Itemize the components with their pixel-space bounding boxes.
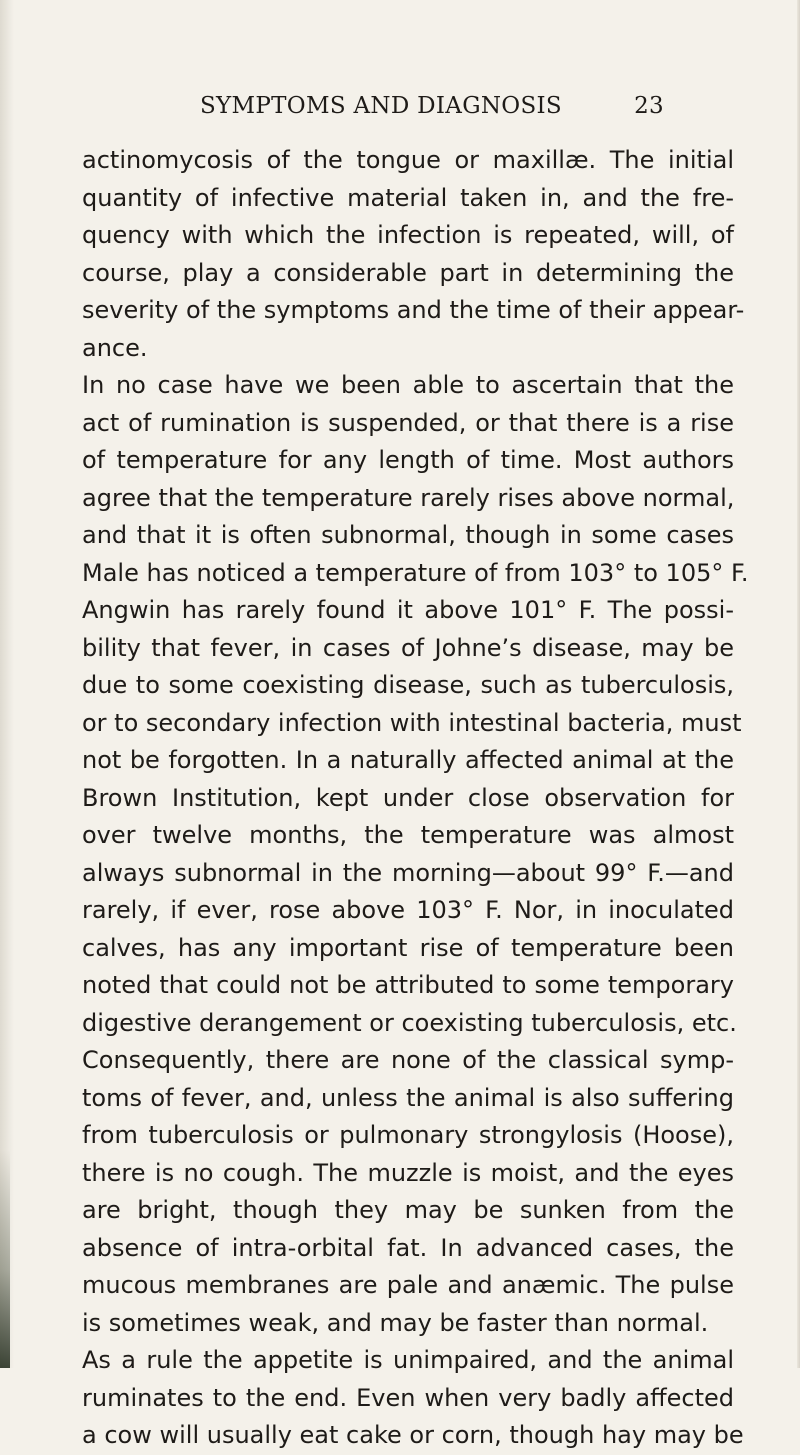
text-line: quantity of infective material taken in, and the fre- [82,183,734,212]
page-corner-shadow [0,1150,10,1368]
text-line: act of rumination is suspended, or that there is a rise [82,408,734,437]
text-line: As a rule the appetite is unimpaired, and the animal [82,1346,734,1374]
text-line: there is no cough. The muzzle is moist, and the eyes [82,1158,734,1187]
text-line: ance. [82,333,148,362]
text-line: digestive derangement or coexisting tuberculosis, etc. [82,1008,737,1037]
page-number: 23 [634,93,664,119]
text-line: are bright, though they may be sunken from the [82,1196,734,1224]
text-line: rarely, if ever, rose above 103° F. Nor, in inoculated [82,896,734,924]
text-line: severity of the symptoms and the time of their appear- [82,296,745,324]
text-line: agree that the temperature rarely rises above normal, [82,483,735,512]
text-line: is sometimes weak, and may be faster than normal. [82,1308,709,1337]
text-line: calves, has any important rise of temperature been [82,933,734,962]
text-line: actinomycosis of the tongue or maxillæ. The initial [82,146,734,174]
text-line: mucous membranes are pale and anæmic. The pulse [82,1271,734,1299]
text-line: a cow will usually eat cake or corn, though hay may be [82,1421,744,1449]
text-line: not be forgotten. In a naturally affected animal at the [82,746,734,774]
text-line: In no case have we been able to ascertain that the [82,371,734,399]
text-line: due to some coexisting disease, such as tuberculosis, [82,671,734,699]
text-line: noted that could not be attributed to some temporary [82,971,734,999]
text-line: Brown Institution, kept under close observation for [82,783,734,812]
text-line: Male has noticed a temperature of from 103° to 105° F. [82,558,749,587]
page-header [200,93,664,127]
text-line: or to secondary infection with intestinal bacteria, must [82,708,742,737]
running-head: SYMPTOMS AND DIAGNOSIS [200,93,562,119]
text-line: absence of intra-orbital fat. In advanced cases, the [82,1233,734,1262]
text-line: bility that fever, in cases of Johne’s disease, may be [82,633,734,662]
text-line: of temperature for any length of time. Most authors [82,446,734,474]
text-line: and that it is often subnormal, though in some cases [82,521,734,549]
body-text [82,142,749,1455]
text-line: ruminates to the end. Even when very badly affected [82,1383,734,1412]
text-line: over twelve months, the temperature was almost [82,821,734,849]
text-line: from tuberculosis or pulmonary strongylosis (Hoose), [82,1121,734,1149]
text-line: Angwin has rarely found it above 101° F. The possi- [82,596,734,624]
text-line: quency with which the infection is repeated, will, of [82,221,734,249]
text-line: always subnormal in the morning—about 99° F.—and [82,858,734,887]
text-line: Consequently, there are none of the classical symp- [82,1046,734,1074]
text-line: toms of fever, and, unless the animal is also suffering [82,1083,734,1112]
text-line: course, play a considerable part in determining the [82,258,734,287]
